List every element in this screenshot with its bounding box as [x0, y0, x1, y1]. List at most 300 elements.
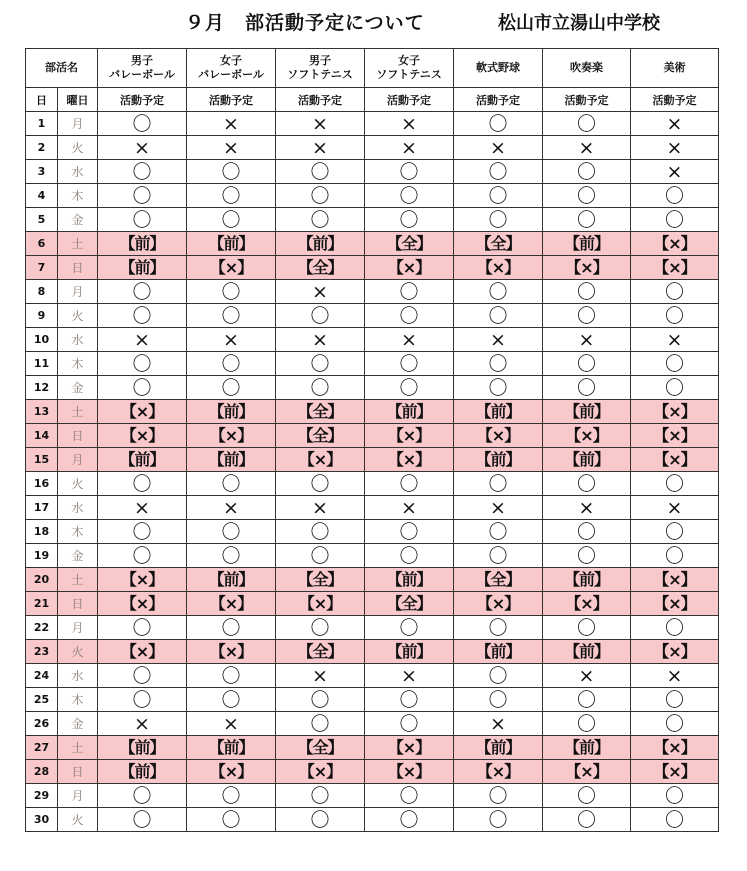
activity-mark: 〇	[454, 304, 543, 328]
activity-mark: 〇	[187, 784, 276, 808]
schedule-row	[26, 256, 719, 280]
activity-mark: ×	[454, 712, 543, 736]
day-number: 21	[26, 592, 58, 616]
activity-mark: 【×】	[98, 592, 187, 616]
activity-mark: 〇	[543, 712, 631, 736]
activity-mark: 【×】	[98, 640, 187, 664]
schedule-row	[26, 376, 719, 400]
activity-mark: 〇	[543, 160, 631, 184]
activity-mark: 【前】	[543, 400, 631, 424]
day-number: 10	[26, 328, 58, 352]
activity-mark: 〇	[98, 280, 187, 304]
activity-mark: ×	[98, 496, 187, 520]
activity-mark: 【×】	[454, 592, 543, 616]
weekday: 土	[58, 400, 98, 424]
activity-mark: ×	[98, 712, 187, 736]
page-title: ９月 部活動予定について	[185, 12, 425, 34]
activity-mark: 【前】	[543, 640, 631, 664]
activity-mark: 〇	[276, 472, 365, 496]
weekday: 金	[58, 376, 98, 400]
schedule-row	[26, 688, 719, 712]
activity-mark: 〇	[276, 160, 365, 184]
activity-mark: 〇	[631, 784, 719, 808]
activity-mark: 【×】	[543, 424, 631, 448]
activity-mark: 〇	[187, 544, 276, 568]
weekday: 日	[58, 592, 98, 616]
club-header-line2: バレーボール	[198, 68, 264, 81]
club-header	[98, 49, 187, 88]
schedule-row	[26, 400, 719, 424]
activity-mark: 〇	[454, 808, 543, 832]
club-header-line1: 吹奏楽	[570, 61, 603, 74]
activity-mark: 〇	[454, 664, 543, 688]
activity-mark: 〇	[276, 808, 365, 832]
club-header-line2: バレーボール	[109, 68, 175, 81]
activity-mark: 〇	[98, 688, 187, 712]
activity-mark: ×	[276, 664, 365, 688]
activity-mark: ×	[276, 112, 365, 136]
activity-mark: 〇	[276, 184, 365, 208]
activity-mark: ×	[98, 328, 187, 352]
activity-mark: 〇	[365, 208, 454, 232]
activity-mark: 〇	[187, 616, 276, 640]
activity-mark: 〇	[187, 184, 276, 208]
activity-mark: ×	[276, 136, 365, 160]
day-label: 日	[26, 88, 58, 112]
schedule-body	[26, 112, 719, 832]
activity-mark: 〇	[631, 520, 719, 544]
activity-mark: ×	[187, 712, 276, 736]
day-number: 19	[26, 544, 58, 568]
day-number: 12	[26, 376, 58, 400]
activity-mark: 【前】	[543, 232, 631, 256]
activity-mark: 〇	[631, 184, 719, 208]
activity-mark: 〇	[543, 472, 631, 496]
activity-mark: 【×】	[187, 592, 276, 616]
activity-mark: 〇	[543, 376, 631, 400]
day-number: 23	[26, 640, 58, 664]
activity-mark: 〇	[454, 784, 543, 808]
schedule-row	[26, 640, 719, 664]
activity-label: 活動予定	[543, 88, 631, 112]
schedule-row	[26, 160, 719, 184]
weekday: 木	[58, 688, 98, 712]
activity-mark: 【全】	[276, 400, 365, 424]
activity-mark: 〇	[365, 616, 454, 640]
schedule-row	[26, 448, 719, 472]
activity-mark: 〇	[187, 280, 276, 304]
club-header-line2: ソフトテニス	[376, 68, 442, 81]
club-header-row	[26, 49, 719, 88]
weekday: 土	[58, 736, 98, 760]
weekday: 水	[58, 496, 98, 520]
activity-mark: 【全】	[454, 232, 543, 256]
activity-mark: 【前】	[98, 760, 187, 784]
activity-mark: 【×】	[276, 592, 365, 616]
activity-mark: 〇	[454, 520, 543, 544]
activity-mark: 〇	[631, 280, 719, 304]
day-number: 2	[26, 136, 58, 160]
day-number: 13	[26, 400, 58, 424]
activity-mark: 【×】	[365, 760, 454, 784]
activity-mark: 【×】	[543, 256, 631, 280]
activity-mark: 〇	[365, 712, 454, 736]
schedule-row	[26, 136, 719, 160]
schedule-row	[26, 184, 719, 208]
activity-mark: 〇	[187, 376, 276, 400]
weekday: 月	[58, 112, 98, 136]
activity-mark: 【全】	[276, 736, 365, 760]
weekday: 土	[58, 568, 98, 592]
weekday: 水	[58, 328, 98, 352]
activity-mark: 〇	[365, 280, 454, 304]
schedule-row	[26, 544, 719, 568]
activity-mark: ×	[631, 112, 719, 136]
schedule-row	[26, 280, 719, 304]
weekday: 水	[58, 160, 98, 184]
club-header	[543, 49, 631, 88]
activity-mark: 【×】	[631, 400, 719, 424]
activity-mark: 【前】	[365, 640, 454, 664]
club-header-line1: 女子	[220, 54, 242, 67]
activity-mark: 【×】	[543, 760, 631, 784]
activity-label: 活動予定	[631, 88, 719, 112]
activity-mark: 〇	[543, 184, 631, 208]
day-number: 28	[26, 760, 58, 784]
club-header	[454, 49, 543, 88]
activity-mark: ×	[365, 664, 454, 688]
activity-mark: 【×】	[631, 448, 719, 472]
activity-mark: 【×】	[187, 424, 276, 448]
activity-mark: 【×】	[187, 640, 276, 664]
schedule-row	[26, 784, 719, 808]
activity-mark: 〇	[98, 784, 187, 808]
activity-mark: ×	[365, 328, 454, 352]
day-number: 18	[26, 520, 58, 544]
activity-mark: 〇	[98, 808, 187, 832]
weekday: 月	[58, 616, 98, 640]
activity-mark: 〇	[543, 784, 631, 808]
weekday: 木	[58, 520, 98, 544]
activity-mark: 〇	[543, 280, 631, 304]
activity-mark: 〇	[98, 544, 187, 568]
schedule-row	[26, 352, 719, 376]
schedule-row	[26, 592, 719, 616]
schedule-row	[26, 424, 719, 448]
weekday: 木	[58, 352, 98, 376]
schedule-row	[26, 736, 719, 760]
activity-mark: 〇	[631, 352, 719, 376]
activity-mark: 【前】	[98, 232, 187, 256]
day-number: 24	[26, 664, 58, 688]
activity-mark: 【×】	[631, 760, 719, 784]
activity-mark: 〇	[98, 376, 187, 400]
activity-mark: ×	[365, 136, 454, 160]
activity-mark: 〇	[631, 472, 719, 496]
activity-mark: 〇	[98, 472, 187, 496]
activity-mark: 【前】	[365, 568, 454, 592]
activity-mark: 〇	[98, 112, 187, 136]
activity-mark: ×	[631, 160, 719, 184]
activity-mark: 〇	[365, 160, 454, 184]
activity-mark: 〇	[454, 208, 543, 232]
activity-mark: ×	[543, 328, 631, 352]
activity-mark: 〇	[98, 664, 187, 688]
activity-label: 活動予定	[187, 88, 276, 112]
activity-mark: ×	[454, 328, 543, 352]
activity-mark: ×	[454, 496, 543, 520]
activity-mark: 〇	[187, 808, 276, 832]
activity-mark: 〇	[365, 520, 454, 544]
day-number: 8	[26, 280, 58, 304]
activity-mark: 〇	[543, 304, 631, 328]
activity-mark: 【×】	[98, 400, 187, 424]
activity-label: 活動予定	[276, 88, 365, 112]
activity-mark: 〇	[276, 304, 365, 328]
activity-mark: 〇	[276, 688, 365, 712]
activity-mark: 〇	[631, 808, 719, 832]
activity-mark: 【前】	[98, 256, 187, 280]
activity-mark: ×	[276, 328, 365, 352]
day-number: 1	[26, 112, 58, 136]
activity-mark: 【×】	[365, 424, 454, 448]
activity-mark: 〇	[276, 376, 365, 400]
activity-mark: ×	[631, 328, 719, 352]
day-number: 20	[26, 568, 58, 592]
activity-mark: 【前】	[543, 568, 631, 592]
activity-mark: 【前】	[187, 568, 276, 592]
activity-mark: 【×】	[98, 568, 187, 592]
club-activity-schedule-table	[25, 48, 719, 832]
day-number: 6	[26, 232, 58, 256]
activity-mark: 【×】	[631, 232, 719, 256]
activity-mark: 〇	[276, 784, 365, 808]
activity-mark: 〇	[454, 280, 543, 304]
day-number: 30	[26, 808, 58, 832]
activity-mark: 〇	[365, 784, 454, 808]
club-header-line1: 男子	[309, 54, 331, 67]
activity-mark: 〇	[365, 184, 454, 208]
activity-mark: 〇	[276, 520, 365, 544]
club-header-line2: ソフトテニス	[287, 68, 353, 81]
activity-mark: 【前】	[98, 448, 187, 472]
day-number: 5	[26, 208, 58, 232]
activity-mark: 〇	[543, 808, 631, 832]
activity-mark: 〇	[187, 352, 276, 376]
activity-mark: 〇	[631, 376, 719, 400]
weekday: 月	[58, 784, 98, 808]
club-header-line1: 軟式野球	[476, 61, 520, 74]
activity-mark: ×	[454, 136, 543, 160]
weekday: 火	[58, 136, 98, 160]
activity-mark: 〇	[365, 376, 454, 400]
activity-mark: 〇	[454, 184, 543, 208]
activity-mark: 【×】	[631, 256, 719, 280]
activity-mark: 〇	[187, 160, 276, 184]
activity-mark: 【前】	[543, 448, 631, 472]
activity-mark: 【全】	[454, 568, 543, 592]
schedule-row	[26, 568, 719, 592]
schedule-row	[26, 472, 719, 496]
day-number: 25	[26, 688, 58, 712]
activity-label: 活動予定	[454, 88, 543, 112]
weekday: 月	[58, 448, 98, 472]
club-name-label: 部活名	[26, 49, 98, 88]
activity-mark: ×	[187, 136, 276, 160]
activity-mark: 〇	[543, 352, 631, 376]
activity-mark: 〇	[454, 352, 543, 376]
activity-mark: 【前】	[454, 736, 543, 760]
activity-mark: 【×】	[365, 736, 454, 760]
schedule-row	[26, 712, 719, 736]
day-number: 3	[26, 160, 58, 184]
activity-mark: ×	[631, 496, 719, 520]
activity-mark: 【×】	[98, 424, 187, 448]
activity-mark: 〇	[631, 544, 719, 568]
activity-mark: 【全】	[276, 640, 365, 664]
club-header-line1: 男子	[131, 54, 153, 67]
activity-mark: 【×】	[454, 760, 543, 784]
club-header	[365, 49, 454, 88]
schedule-row	[26, 664, 719, 688]
activity-mark: ×	[187, 112, 276, 136]
activity-mark: 【全】	[365, 592, 454, 616]
club-header-line1: 女子	[398, 54, 420, 67]
activity-label: 活動予定	[365, 88, 454, 112]
activity-mark: 【前】	[98, 736, 187, 760]
day-number: 14	[26, 424, 58, 448]
activity-mark: 〇	[631, 688, 719, 712]
weekday: 日	[58, 760, 98, 784]
activity-mark: 【×】	[631, 592, 719, 616]
activity-mark: 〇	[454, 688, 543, 712]
activity-mark: 〇	[543, 688, 631, 712]
activity-mark: 【×】	[631, 424, 719, 448]
activity-mark: 〇	[98, 520, 187, 544]
activity-mark: 【×】	[187, 760, 276, 784]
activity-mark: 〇	[276, 352, 365, 376]
activity-mark: 〇	[276, 544, 365, 568]
activity-mark: 【前】	[454, 640, 543, 664]
schedule-row	[26, 328, 719, 352]
schedule-row	[26, 304, 719, 328]
activity-mark: 【前】	[454, 400, 543, 424]
activity-mark: 〇	[187, 688, 276, 712]
weekday-label: 曜日	[58, 88, 98, 112]
activity-mark: 〇	[187, 520, 276, 544]
weekday: 金	[58, 544, 98, 568]
day-number: 29	[26, 784, 58, 808]
activity-mark: 【前】	[187, 736, 276, 760]
activity-mark: ×	[543, 136, 631, 160]
day-number: 11	[26, 352, 58, 376]
weekday: 水	[58, 664, 98, 688]
activity-label: 活動予定	[98, 88, 187, 112]
activity-mark: 【×】	[631, 640, 719, 664]
activity-mark: ×	[631, 136, 719, 160]
day-number: 16	[26, 472, 58, 496]
activity-mark: 【前】	[365, 400, 454, 424]
day-number: 22	[26, 616, 58, 640]
weekday: 火	[58, 808, 98, 832]
activity-mark: 【×】	[365, 448, 454, 472]
activity-mark: 〇	[365, 808, 454, 832]
activity-mark: 【×】	[454, 424, 543, 448]
activity-mark: 【全】	[365, 232, 454, 256]
weekday: 木	[58, 184, 98, 208]
activity-mark: 〇	[187, 208, 276, 232]
activity-mark: 〇	[276, 712, 365, 736]
activity-mark: 【×】	[631, 568, 719, 592]
activity-mark: 〇	[631, 616, 719, 640]
club-header-line1: 美術	[663, 61, 686, 74]
weekday: 月	[58, 280, 98, 304]
activity-mark: 〇	[365, 688, 454, 712]
activity-mark: 〇	[454, 160, 543, 184]
activity-mark: 〇	[454, 112, 543, 136]
activity-mark: 【前】	[543, 736, 631, 760]
activity-mark: 【前】	[187, 232, 276, 256]
weekday: 金	[58, 712, 98, 736]
activity-mark: 〇	[276, 616, 365, 640]
weekday: 日	[58, 424, 98, 448]
activity-mark: 〇	[543, 208, 631, 232]
activity-mark: 〇	[98, 160, 187, 184]
day-number: 17	[26, 496, 58, 520]
activity-mark: 〇	[543, 520, 631, 544]
activity-mark: 【×】	[276, 448, 365, 472]
activity-mark: 〇	[98, 208, 187, 232]
activity-mark: 〇	[365, 304, 454, 328]
day-number: 4	[26, 184, 58, 208]
activity-mark: ×	[543, 664, 631, 688]
activity-mark: 【全】	[276, 256, 365, 280]
activity-mark: 【前】	[187, 400, 276, 424]
club-header	[631, 49, 719, 88]
activity-mark: 〇	[631, 208, 719, 232]
activity-mark: 〇	[454, 544, 543, 568]
activity-mark: 〇	[187, 304, 276, 328]
schedule-row	[26, 520, 719, 544]
activity-mark: 〇	[98, 352, 187, 376]
weekday: 日	[58, 256, 98, 280]
activity-mark: 【前】	[187, 448, 276, 472]
activity-mark: 〇	[365, 472, 454, 496]
activity-mark: 〇	[543, 616, 631, 640]
activity-mark: 【全】	[276, 424, 365, 448]
weekday: 火	[58, 640, 98, 664]
activity-mark: ×	[276, 496, 365, 520]
activity-mark: 〇	[454, 472, 543, 496]
activity-mark: ×	[187, 328, 276, 352]
activity-mark: 〇	[276, 208, 365, 232]
activity-mark: 【×】	[276, 760, 365, 784]
activity-mark: 〇	[187, 664, 276, 688]
activity-mark: 〇	[543, 112, 631, 136]
activity-mark: 【×】	[187, 256, 276, 280]
schedule-row	[26, 760, 719, 784]
schedule-row	[26, 496, 719, 520]
weekday: 火	[58, 304, 98, 328]
day-number: 7	[26, 256, 58, 280]
activity-mark: 【全】	[276, 568, 365, 592]
activity-mark: 〇	[98, 184, 187, 208]
schedule-row	[26, 808, 719, 832]
activity-mark: ×	[631, 664, 719, 688]
activity-mark: 〇	[187, 472, 276, 496]
activity-mark: 〇	[98, 616, 187, 640]
activity-mark: 【前】	[276, 232, 365, 256]
